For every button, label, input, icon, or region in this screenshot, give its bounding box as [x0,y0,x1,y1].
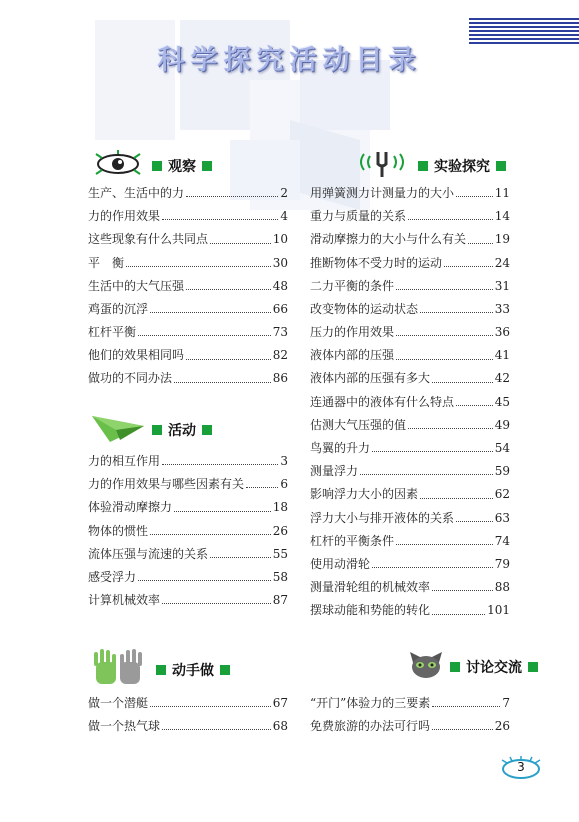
section-header-handson [90,648,230,692]
toc-entry[interactable] [88,566,288,589]
section-label-handson: 动手做 [172,663,214,679]
toc-entry[interactable] [88,715,288,738]
toc-entry[interactable] [310,692,510,715]
toc-entry-page: 4 [280,209,288,224]
dot-leader [456,405,493,406]
toc-entry-page: 79 [494,556,510,571]
toc-entry-page: 14 [494,209,510,224]
toc-entry[interactable] [310,252,510,275]
dot-leader [456,521,493,522]
dot-leader [162,464,278,465]
toc-entry-title: 用弹簧测力计测量力的大小 [310,185,455,200]
cat-face-icon [408,650,444,684]
toc-entry[interactable] [88,692,288,715]
toc-entry[interactable] [310,182,510,205]
toc-entry[interactable] [88,368,288,391]
toc-entry[interactable] [310,715,510,738]
toc-entry-title: 估测大气压强的值 [310,417,407,432]
section-marker [152,425,162,435]
dot-leader [210,243,271,244]
toc-entry-page: 63 [494,510,510,525]
toc-entry-page: 45 [494,394,510,409]
toc-observe [88,182,288,391]
toc-entry-page: 55 [272,546,288,561]
toc-entry-title: 液体内部的压强 [310,348,395,363]
toc-entry-title: 免费旅游的办法可行吗 [310,719,431,734]
toc-discuss [310,692,510,738]
toc-entry-title: 杠杆的平衡条件 [310,533,395,548]
dot-leader [468,243,493,244]
dot-leader [138,335,271,336]
toc-entry[interactable] [310,414,510,437]
toc-entry-page: 68 [272,719,288,734]
toc-entry-page: 67 [272,695,288,710]
dot-leader [432,590,493,591]
toc-entry-page: 24 [494,255,510,270]
toc-entry[interactable] [310,368,510,391]
toc-entry[interactable] [88,496,288,519]
dot-leader [408,219,493,220]
toc-entry-page: 58 [272,569,288,584]
section-marker [202,425,212,435]
toc-entry[interactable] [88,298,288,321]
toc-entry[interactable] [88,589,288,612]
dot-leader [138,580,271,581]
toc-experiment [310,182,510,623]
dot-leader [420,498,493,499]
toc-entry-page: 18 [272,500,288,515]
toc-entry[interactable] [310,530,510,553]
section-marker [496,161,506,171]
toc-entry-page: 62 [494,487,510,502]
toc-entry-title: 液体内部的压强有多大 [310,371,431,386]
toc-handson [88,692,288,738]
toc-entry-title: 鸟翼的升力 [310,441,371,456]
toc-entry-page: 41 [494,348,510,363]
dot-leader [150,534,271,535]
section-marker [528,662,538,672]
toc-entry-title: 生活中的大气压强 [88,278,185,293]
toc-entry[interactable] [310,437,510,460]
toc-entry[interactable] [310,576,510,599]
section-label-activity: 活动 [168,423,196,439]
toc-entry-title: 做一个热气球 [88,719,161,734]
section-marker [152,161,162,171]
toc-entry-title: 计算机械效率 [88,593,161,608]
page-number: 3 [517,760,525,774]
toc-entry-title: 杠杆平衡 [88,325,137,340]
page-title: 科学探究活动目录 [157,45,422,76]
dot-leader [372,451,493,452]
toc-entry[interactable] [88,321,288,344]
dot-leader [372,567,493,568]
toc-entry[interactable] [310,321,510,344]
paper-plane-icon [90,412,146,448]
toc-entry-title: 影响浮力大小的因素 [310,487,419,502]
section-label-experiment: 实验探究 [434,159,490,175]
toc-entry[interactable] [88,205,288,228]
section-header-activity [90,412,212,448]
dot-leader [432,614,485,615]
toc-entry[interactable] [88,473,288,496]
dot-leader [126,266,271,267]
toc-entry[interactable] [88,252,288,275]
toc-entry-page: 86 [272,371,288,386]
toc-entry[interactable] [310,391,510,414]
dot-leader [150,706,271,707]
toc-entry-page: 66 [272,301,288,316]
toc-entry-title: 浮力大小与排开液体的关系 [310,510,455,525]
dot-leader [432,382,493,383]
toc-entry-page: 59 [494,464,510,479]
dot-leader [162,603,271,604]
toc-entry-title: 这些现象有什么共同点 [88,232,209,247]
toc-entry-title: 推断物体不受力时的运动 [310,255,443,270]
toc-entry-page: 74 [494,533,510,548]
dot-leader [396,359,493,360]
toc-entry-title: 流体压强与流速的关系 [88,546,209,561]
toc-entry-page: 49 [494,417,510,432]
dot-leader [186,359,271,360]
toc-entry-title: 生产、生活中的力 [88,185,185,200]
toc-entry[interactable] [310,599,510,622]
toc-entry[interactable] [310,275,510,298]
eye-icon [90,150,146,182]
toc-entry[interactable] [88,182,288,205]
toc-entry[interactable] [88,543,288,566]
toc-entry[interactable] [310,228,510,251]
dot-leader [396,335,493,336]
section-marker [450,662,460,672]
toc-entry[interactable] [310,483,510,506]
toc-entry-title: 力的作用效果与哪些因素有关 [88,477,245,492]
toc-entry-page: 101 [487,603,510,618]
dot-leader [246,487,278,488]
toc-entry-page: 36 [494,325,510,340]
toc-entry-title: 测量浮力 [310,464,359,479]
toc-entry[interactable] [310,460,510,483]
toc-entry[interactable] [88,450,288,473]
dot-leader [456,196,493,197]
section-label-observe: 观察 [168,159,196,175]
toc-entry-page: 82 [272,348,288,363]
toc-entry-page: 19 [494,232,510,247]
dot-leader [210,557,271,558]
toc-entry-title: 压力的作用效果 [310,325,395,340]
section-marker [156,665,166,675]
toc-entry[interactable] [88,228,288,251]
toc-entry-page: 3 [280,453,288,468]
dot-leader [360,474,493,475]
toc-entry-page: 88 [494,580,510,595]
toc-entry-page: 73 [272,325,288,340]
toc-entry-title: 平 衡 [88,255,125,270]
toc-entry-title: 物体的惯性 [88,523,149,538]
toc-entry[interactable] [310,553,510,576]
toc-entry-title: 摆球动能和势能的转化 [310,603,431,618]
dot-leader [174,511,271,512]
dot-leader [420,312,493,313]
toc-entry-title: 他们的效果相同吗 [88,348,185,363]
toc-entry-page: 30 [272,255,288,270]
toc-entry[interactable] [310,344,510,367]
toc-entry-page: 2 [280,185,288,200]
toc-entry-title: 使用动滑轮 [310,556,371,571]
dot-leader [162,219,278,220]
toc-entry-title: 做一个潜艇 [88,695,149,710]
toc-entry-page: 48 [272,278,288,293]
dot-leader [396,544,493,545]
toc-entry-page: 54 [494,441,510,456]
toc-entry-title: 二力平衡的条件 [310,278,395,293]
tuning-fork-icon [352,150,412,182]
toc-entry-page: 31 [494,278,510,293]
toc-entry[interactable] [88,520,288,543]
dot-leader [162,729,271,730]
dot-leader [186,196,278,197]
toc-entry-page: 10 [272,232,288,247]
toc-entry-page: 33 [494,301,510,316]
page-number-badge [498,756,544,782]
section-marker [418,161,428,171]
dot-leader [444,266,493,267]
toc-entry-title: 鸡蛋的沉浮 [88,301,149,316]
toc-entry-title: 重力与质量的关系 [310,209,407,224]
toc-entry-title: 测量滑轮组的机械效率 [310,580,431,595]
section-label-discuss: 讨论交流 [466,660,522,676]
toc-entry-page: 42 [494,371,510,386]
toc-entry-title: 改变物体的运动状态 [310,301,419,316]
dot-leader [432,706,500,707]
toc-entry-title: 体验滑动摩擦力 [88,500,173,515]
dot-leader [396,289,493,290]
toc-entry[interactable] [88,275,288,298]
dot-leader [432,729,493,730]
toc-entry-page: 26 [272,523,288,538]
toc-entry-title: 力的相互作用 [88,453,161,468]
toc-entry[interactable] [310,298,510,321]
toc-entry[interactable] [310,507,510,530]
toc-entry-title: 连通器中的液体有什么特点 [310,394,455,409]
section-header-observe [90,150,212,182]
toc-entry-title: 做功的不同办法 [88,371,173,386]
toc-entry-title: 力的作用效果 [88,209,161,224]
section-marker [220,665,230,675]
toc-entry-page: 11 [494,185,510,200]
toc-entry-page: 87 [272,593,288,608]
dot-leader [174,382,271,383]
toc-entry-page: 26 [494,719,510,734]
section-marker [202,161,212,171]
toc-entry-page: 7 [502,695,510,710]
toc-entry[interactable] [88,344,288,367]
hands-icon [90,648,150,692]
toc-entry-page: 6 [280,477,288,492]
toc-entry-title: 感受浮力 [88,569,137,584]
toc-activity [88,450,288,612]
section-header-experiment [352,150,506,182]
toc-entry-title: “开门”体验力的三要素 [310,695,431,710]
section-header-discuss [408,650,538,684]
dot-leader [408,428,493,429]
dot-leader [150,312,271,313]
toc-entry[interactable] [310,205,510,228]
dot-leader [186,289,271,290]
toc-entry-title: 滑动摩擦力的大小与什么有关 [310,232,467,247]
